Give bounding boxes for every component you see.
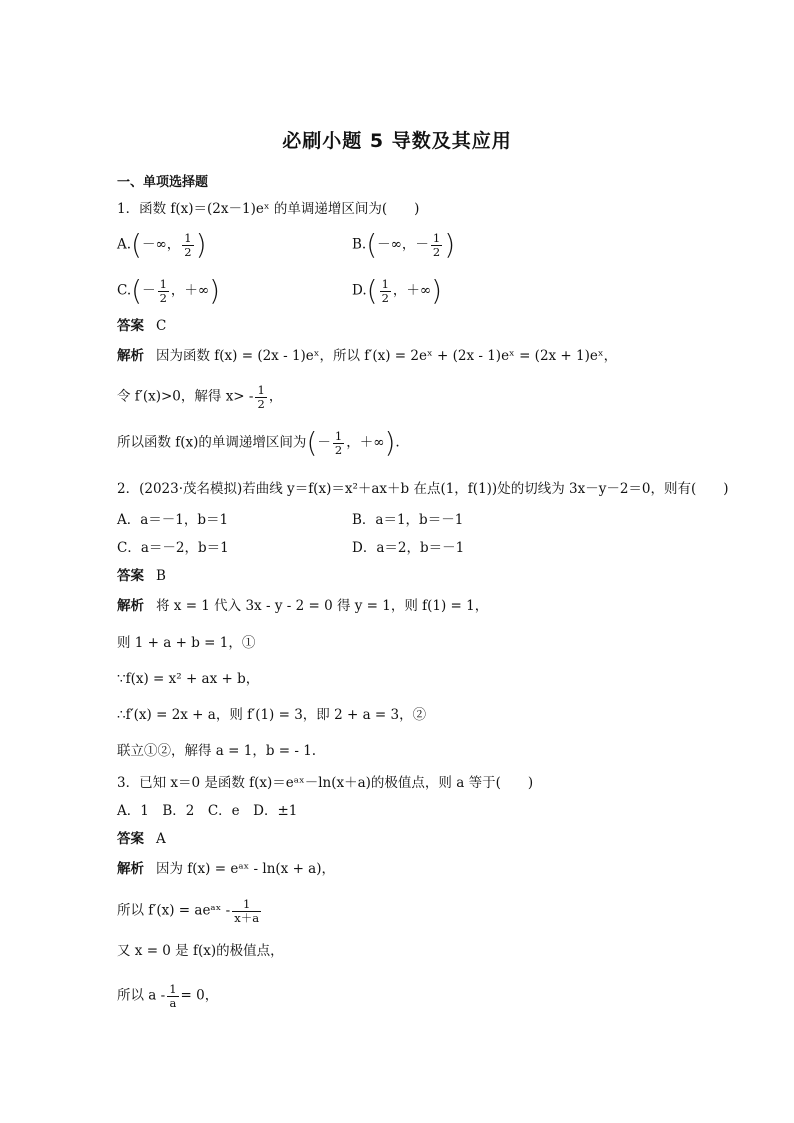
q1-option-a: A.(－∞， $\frac{1}{2}$ )	[117, 227, 207, 261]
q1-option-d: D.( $\frac{1}{2}$ ，＋∞)	[352, 273, 443, 307]
q2-solution-line2: 则 1 + a + b = 1，①	[117, 635, 256, 651]
q2-option-c: C．a＝－2，b＝1	[117, 540, 229, 556]
q1-answer: 答案 C	[117, 318, 167, 334]
q3-stem: 3．已知 x＝0 是函数 f(x)＝eᵃˣ－ln(x＋a)的极值点，则 a 等于( )	[117, 775, 534, 791]
q1-stem: 1．函数 f(x)＝(2x－1)eˣ 的单调递增区间为( )	[117, 201, 420, 217]
q1-solution-line1: 解析 因为函数 f(x) = (2x - 1)eˣ，所以 f′(x) = 2eˣ + (2x - 1)eˣ = (2x + 1)eˣ，	[117, 348, 618, 364]
q2-option-a: A．a＝－1，b＝1	[117, 512, 229, 528]
q1-solution-line3: 所以函数 f(x)的单调递增区间为(－ $\frac{1}{2}$ ，＋∞).	[117, 425, 400, 459]
q3-solution-line2: 所以 f′(x) = aeᵃˣ - $\frac{1}{x+a}$	[117, 897, 260, 925]
q1-solution-line2: 令 f′(x)>0，解得 x> - $\frac{1}{2}$ ，	[117, 383, 283, 411]
q2-solution-line4: ∴f′(x) = 2x + a，则 f′(1) = 3，即 2 + a = 3，②	[117, 707, 427, 723]
q2-answer: 答案 B	[117, 568, 166, 584]
q2-stem: 2．(2023·茂名模拟)若曲线 y＝f(x)＝x²＋ax＋b 在点(1，f(1))处的切线为 3x－y－2＝0，则有( )	[117, 481, 729, 497]
section-heading: 一、单项选择题	[117, 175, 209, 190]
q1-option-c: C.(－ $\frac{1}{2}$ ，＋∞)	[117, 273, 221, 307]
q2-solution-line1: 解析 将 x = 1 代入 3x - y - 2 = 0 得 y = 1，则 f(1) = 1，	[117, 598, 489, 614]
page-title: 必刷小题 5 导数及其应用	[282, 130, 512, 152]
q3-options: A．1 B．2 C．e D．±1	[117, 803, 298, 819]
q2-option-d: D．a＝2，b＝－1	[352, 540, 465, 556]
q2-solution-line3: ∵f(x) = x² + ax + b，	[117, 671, 260, 687]
q1-option-b: B.(－∞，－ $\frac{1}{2}$ )	[352, 227, 456, 261]
q3-solution-line3: 又 x = 0 是 f(x)的极值点，	[117, 943, 284, 959]
q2-option-b: B．a＝1，b＝－1	[352, 512, 464, 528]
q3-answer: 答案 A	[117, 831, 166, 847]
q3-solution-line4: 所以 a - $\frac{1}{a}$ = 0，	[117, 982, 219, 1010]
q3-solution-line1: 解析 因为 f(x) = eᵃˣ - ln(x + a)，	[117, 861, 335, 877]
q2-solution-line5: 联立①②，解得 a = 1，b = - 1.	[117, 743, 317, 759]
